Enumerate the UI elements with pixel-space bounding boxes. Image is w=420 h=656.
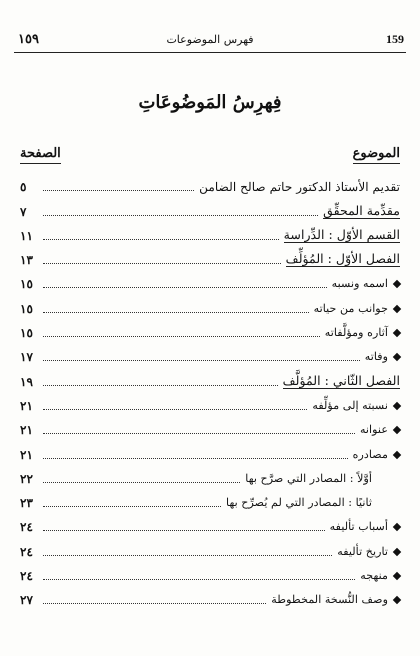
toc-entry [20,415,400,439]
dot-leader [43,433,355,434]
toc-entry-page: ٢٤ [20,544,33,559]
dot-leader [43,239,279,240]
toc-entry-title: وصف النُّسخة المخطوطة [271,593,388,607]
toc-entry [20,245,400,269]
toc-entry-page: ٢١ [20,423,33,438]
toc-entry-title-wrap [271,593,400,607]
toc-entry-title: تاريخ تأليفه [337,544,388,558]
dot-leader [43,603,266,604]
toc-entry-page: ٥ [20,180,27,195]
toc-entry-page: ٢٤ [20,569,33,584]
toc-entry-page: ١١ [20,228,33,243]
dot-leader [43,360,360,361]
dot-leader [43,506,221,507]
toc-entry-title: آثاره ومؤلَّفاته [324,326,388,340]
toc-entry [20,269,400,293]
dot-leader [43,287,327,288]
toc-entry-title-wrap [286,252,400,267]
toc-entry [20,196,400,220]
page-column-label: الصفحة [20,146,61,164]
page-title: فِهرِسُ المَوضُوعَاتِ [138,92,282,113]
toc-entry-title: الفصل الثّاني : المُؤلَّف [282,372,400,388]
toc-entry [20,488,400,512]
toc-entry-page: ١٩ [20,374,33,389]
toc-entry-title: جوانب من حياته [313,301,388,315]
dot-leader [43,579,355,580]
toc-entry [20,172,400,196]
toc-entry [20,366,400,390]
toc-entry-title: أسباب تأليفه [329,520,388,534]
toc-entry [20,512,400,536]
toc-entry-page: ٢٢ [20,471,33,486]
toc-entry-title: الفصل الأوّل : المُؤلِّف [285,251,400,267]
toc-entry-title-wrap [325,326,400,340]
toc-entry [20,221,400,245]
toc-entry-title: مقدِّمة المحقِّق [323,202,400,218]
toc-entry-page: ١٥ [20,301,33,316]
toc-entry [20,585,400,609]
toc-entry-page: ٢٣ [20,496,33,511]
dot-leader [43,190,194,191]
dot-leader [43,312,309,313]
toc-entry [20,318,400,342]
toc-entry-page: ١٥ [20,277,33,292]
toc-entry [20,293,400,317]
toc-entry-page: ١٣ [20,253,33,268]
header-rule [14,52,406,53]
dot-leader [43,263,281,264]
toc-entry-page: ٢١ [20,447,33,462]
toc-entry-title-wrap [312,399,400,413]
toc-entry-title: منهجه [360,569,388,583]
toc-entry [20,342,400,366]
toc-entry-title: ثانيًا : المصادر التي لم يُصرِّح بها [226,496,372,510]
toc-entry [20,391,400,415]
dot-leader [43,336,320,337]
toc-entry-title-wrap [323,204,400,219]
dot-leader [43,215,318,216]
toc-column-header [20,146,400,170]
running-header [14,30,406,52]
toc-entry-title: وفاته [364,350,388,364]
toc-entry-title: أوَّلاً : المصادر التي صرَّح بها [245,471,372,485]
toc-entry-page: ٢٤ [20,520,33,535]
toc-entry-page: ٢٧ [20,593,33,608]
dot-leader [43,409,307,410]
toc-entry-title: نسبته إلى مؤلِّفه [312,398,388,412]
toc-entry-page: ٧ [20,204,27,219]
toc-entry-title: اسمه ونسبه [331,277,388,291]
table-of-contents [20,172,400,609]
toc-entry-title: عنوانه [359,423,388,437]
toc-entry-page: ٢١ [20,398,33,413]
dot-leader [43,385,278,386]
toc-entry-title-wrap [284,228,400,243]
dot-leader [43,458,348,459]
toc-entry-title: مصادره [352,447,388,461]
toc-entry-title-wrap [226,496,400,510]
toc-entry-title-wrap [314,302,400,316]
dot-leader [43,555,332,556]
toc-entry [20,536,400,560]
running-title: فهرس الموضوعات [166,33,254,46]
toc-entry-title-wrap [199,180,400,194]
toc-entry-title-wrap [332,277,400,291]
toc-entry-title: تقديم الأستاذ الدكتور حاتم صالح الضامن [199,180,400,195]
topic-column-label: الموضوع [353,146,400,164]
dot-leader [43,482,240,483]
toc-entry-title-wrap [245,472,400,486]
toc-entry-title-wrap [337,545,400,559]
page-number-arabic: ١٥٩ [18,32,39,47]
toc-entry-title-wrap [283,374,400,389]
toc-entry-title-wrap [330,520,400,534]
toc-entry-page: ١٥ [20,326,33,341]
toc-entry [20,439,400,463]
toc-entry-title: القسم الأوّل : الدِّراسة [283,226,400,242]
dot-leader [43,530,325,531]
toc-entry [20,464,400,488]
page-number-latin: 159 [386,32,404,46]
toc-entry-page: ١٧ [20,350,33,365]
toc-entry [20,561,400,585]
